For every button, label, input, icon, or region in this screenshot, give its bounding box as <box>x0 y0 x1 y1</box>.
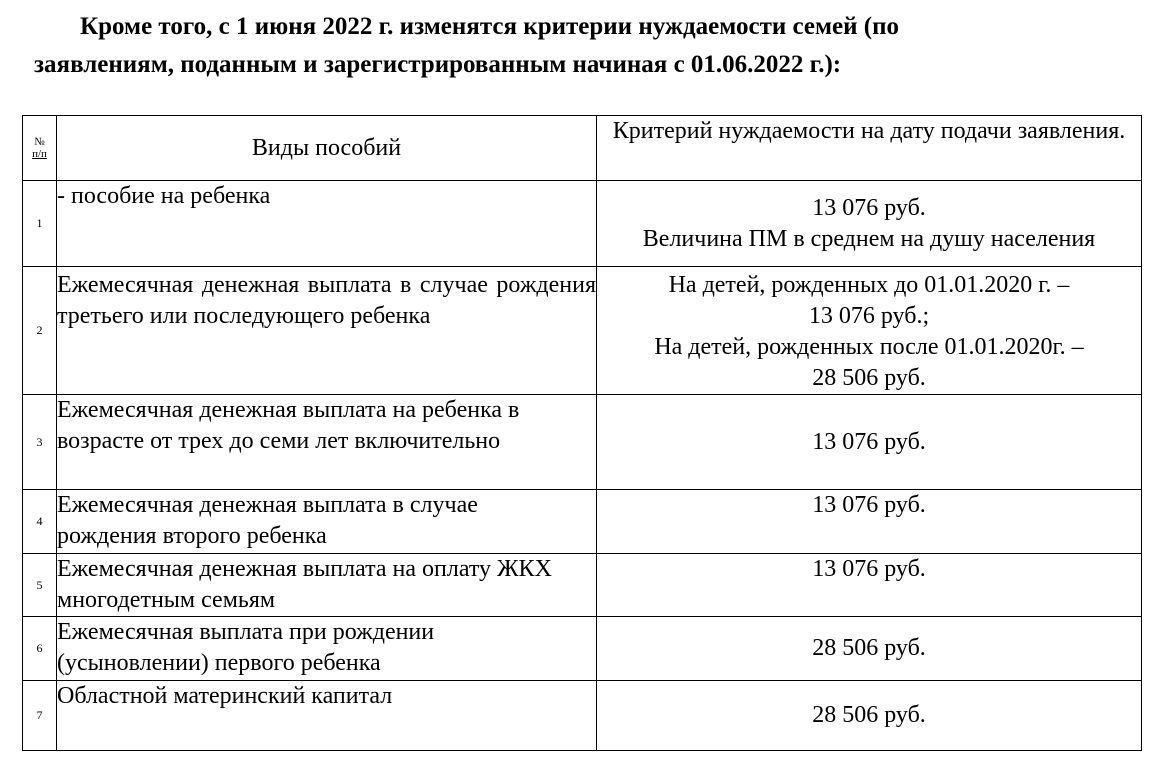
row-number: 1 <box>23 181 57 267</box>
criterion-line: 13 076 руб. <box>812 556 926 582</box>
row-number: 3 <box>23 395 57 490</box>
row-number: 2 <box>23 267 57 395</box>
criterion-value <box>597 181 1142 267</box>
benefit-type: Ежемесячная денежная выплата на оплату ЖКХ многодетным семьям <box>57 554 597 617</box>
criterion-value <box>597 681 1142 751</box>
header-benefit-type: Виды пособий <box>57 116 597 181</box>
criterion-line: 13 076 руб.; <box>808 303 930 329</box>
row-number: 4 <box>23 490 57 554</box>
heading-line-1: Кроме того, с 1 июня 2022 г. изменятся критерии нуждаемости семей (по <box>80 13 900 40</box>
benefit-type: Областной материнский капитал <box>57 681 597 751</box>
criterion-line: 28 506 руб. <box>812 635 926 661</box>
criterion-line: На детей, рожденных до 01.01.2020 г. – <box>668 272 1070 298</box>
criterion-line: 28 506 руб. <box>812 365 926 391</box>
criterion-line: 28 506 руб. <box>812 702 926 728</box>
criterion-line: 13 076 руб. <box>812 195 926 221</box>
header-number-line-2: п/п <box>32 148 47 160</box>
benefit-type: Ежемесячная выплата при рождении (усыновлении) первого ребенка <box>57 617 597 681</box>
row-number: 6 <box>23 617 57 681</box>
table-row <box>23 181 1142 267</box>
criterion-line: Величина ПМ в среднем на душу населения <box>642 226 1096 252</box>
header-number <box>23 116 57 181</box>
table-row <box>23 554 1142 617</box>
heading-line-2: заявлениям, поданным и зарегистрированным начиная с 01.06.2022 г.): <box>34 51 842 78</box>
row-number: 7 <box>23 681 57 751</box>
criterion-value <box>597 554 1142 617</box>
criteria-table <box>22 115 1142 751</box>
header-number-line-1: № <box>34 136 45 148</box>
criterion-value <box>597 490 1142 554</box>
criterion-value <box>597 267 1142 395</box>
benefit-type: Ежемесячная денежная выплата в случае рождения второго ребенка <box>57 490 597 554</box>
criterion-value <box>597 617 1142 681</box>
table-row <box>23 617 1142 681</box>
benefit-type: Ежемесячная денежная выплата на ребенка в возрасте от трех до семи лет включительно <box>57 395 597 490</box>
table-row <box>23 490 1142 554</box>
header-criterion: Критерий нуждаемости на дату подачи заявления. <box>597 116 1142 181</box>
benefit-type: Ежемесячная денежная выплата в случае рождения третьего или последующего ребенка <box>57 267 597 395</box>
criterion-line: 13 076 руб. <box>812 492 926 518</box>
table-row <box>23 395 1142 490</box>
criterion-value <box>597 395 1142 490</box>
table-row <box>23 267 1142 395</box>
table-header-row <box>23 116 1142 181</box>
criterion-line: На детей, рожденных после 01.01.2020г. – <box>654 334 1084 360</box>
table-row <box>23 681 1142 751</box>
criterion-line: 13 076 руб. <box>812 428 926 455</box>
document-heading <box>34 8 1134 84</box>
benefit-type: - пособие на ребенка <box>57 181 597 267</box>
row-number: 5 <box>23 554 57 617</box>
